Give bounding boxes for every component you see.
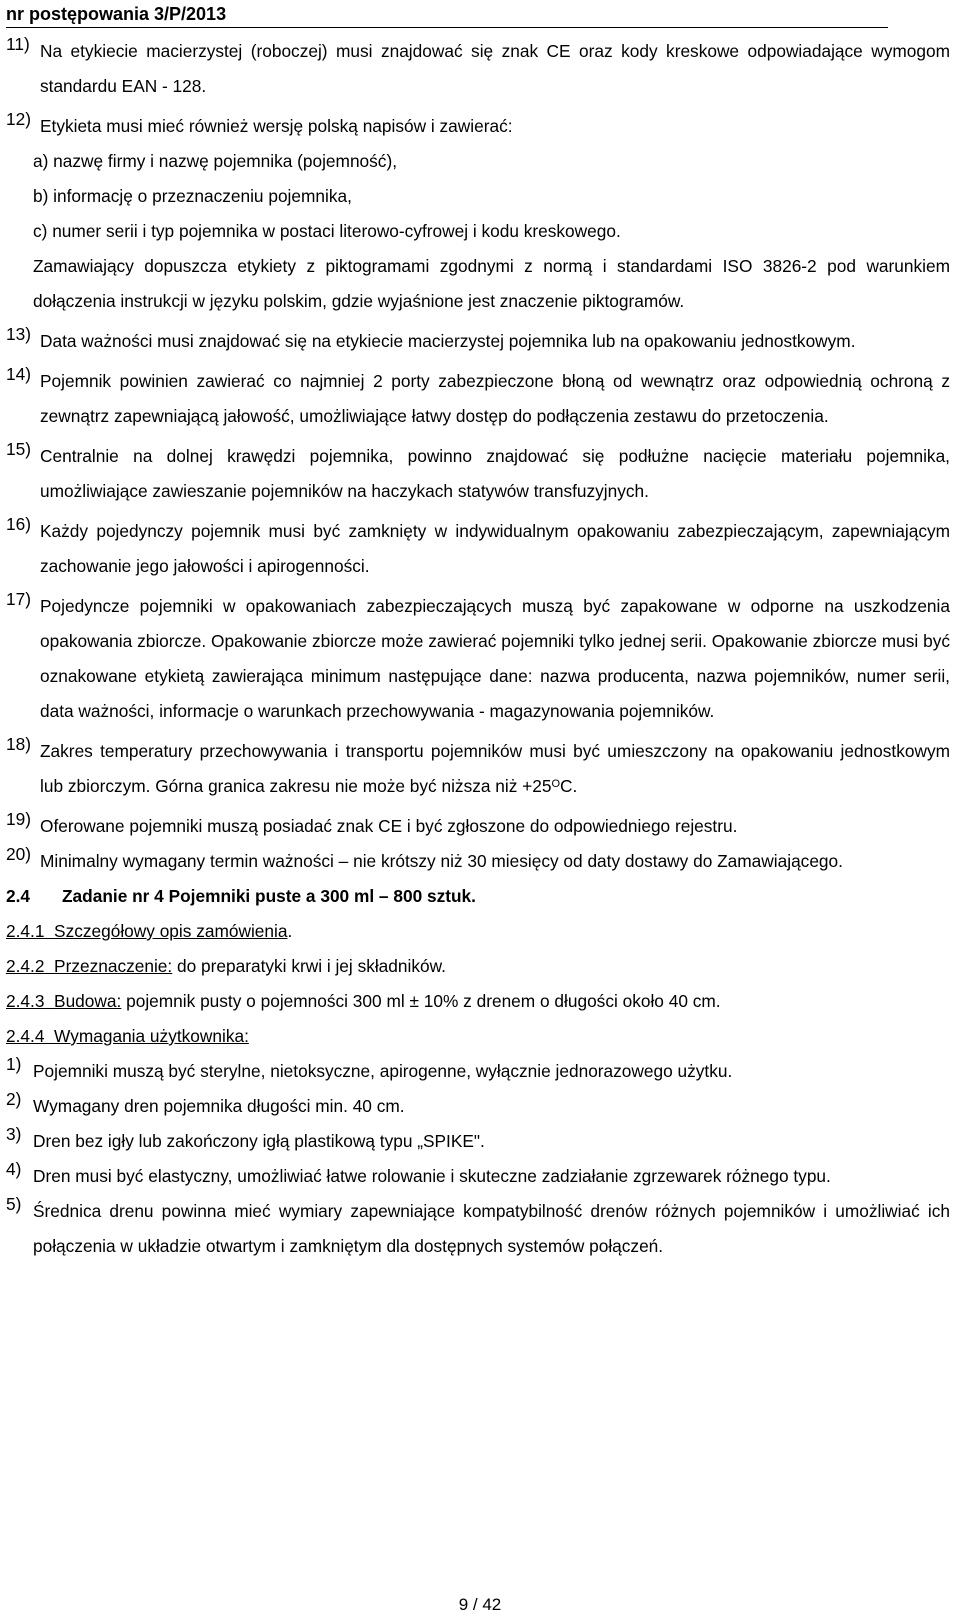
list-item-12 [6,109,950,144]
item-number: 14) [6,364,31,384]
document-body [6,34,950,1264]
requirement-3 [6,1124,950,1159]
section-title: Zadanie nr 4 Pojemniki puste a 300 ml – 800 sztuk. [62,886,476,906]
section-number: 2.4 [6,886,31,906]
item-number: 20) [6,844,31,864]
subsection-label: Budowa: [54,991,122,1011]
subsection-rest: . [287,921,293,941]
item-number: 1) [6,1054,22,1074]
item-number: 16) [6,514,31,534]
item-text: Etykieta musi mieć również wersję polską napisów i zawierać: [40,116,513,136]
item-text: Wymagany dren pojemnika długości min. 40 cm. [33,1096,405,1116]
item-18-unit: C. [560,776,578,796]
subsection-2-4-1 [6,914,950,949]
subsection-label: Szczegółowy opis zamówienia [54,921,288,941]
subsection-number: 2.4.4 [6,1026,45,1046]
subsection-number: 2.4.2 [6,956,45,976]
requirement-2 [6,1089,950,1124]
list-item-13 [6,324,950,359]
item-text: Oferowane pojemniki muszą posiadać znak CE i być zgłoszone do odpowiedniego rejestru. [40,816,738,836]
subsection-2-4-3 [6,984,950,1019]
subsection-2-4-2 [6,949,950,984]
item-text: Centralnie na dolnej krawędzi pojemnika, powinno znajdować się podłużne nacięcie materiału pojemnika, umożliwiające zawieszanie pojemników na haczykach statywów transfuzyjnych. [40,446,950,501]
list-item-15 [6,439,950,509]
item-text: Pojemnik powinien zawierać co najmniej 2 porty zabezpieczone błoną od wewnątrz oraz odpowiednią ochroną z zewnątrz zapewniającą jałowość, umożliwiające łatwy dostęp do podłączenia zestawu do przetoczenia. [40,371,950,426]
subsection-rest: pojemnik pusty o pojemności 300 ml ± 10% z drenem o długości około 40 cm. [121,991,721,1011]
item-text: Pojemniki muszą być sterylne, nietoksyczne, apirogenne, wyłącznie jednorazowego użytku. [33,1061,733,1081]
subsection-number: 2.4.1 [6,921,45,941]
item-text: Dren musi być elastyczny, umożliwiać łatwe rolowanie i skuteczne zadziałanie zgrzewarek różnego typu. [33,1166,831,1186]
item-number: 13) [6,324,31,344]
subsection-label: Wymagania użytkownika: [54,1026,249,1046]
item-number: 15) [6,439,31,459]
item-number: 3) [6,1124,22,1144]
list-item-18 [6,734,950,804]
item-18-text: Zakres temperatury przechowywania i transportu pojemników musi być umieszczony na opakowaniu jednostkowym lub zbiorczym. Górna granica zakresu nie może być niższa niż +25 [40,741,950,796]
item-number: 19) [6,809,31,829]
sub-item-a: a) nazwę firmy i nazwę pojemnika (pojemność), [33,151,398,171]
requirement-1 [6,1054,950,1089]
requirement-5 [6,1194,950,1264]
list-item-16 [6,514,950,584]
item-text: Pojedyncze pojemniki w opakowaniach zabezpieczających muszą być zapakowane w odporne na uszkodzenia opakowania zbiorcze. Opakowanie zbiorcze może zawierać pojemniki tylko jednej serii. Opakowanie zbiorcze musi być oznakowane etykietą zawierająca minimum następujące dane: nazwa producenta, nazwa pojemników, numer serii, data ważności, informacje o warunkach przechowywania - magazynowania pojemników. [40,596,950,721]
list-item-19 [6,809,950,844]
item-number: 17) [6,589,31,609]
subsection-2-4-4 [6,1019,950,1054]
list-item-11 [6,34,950,104]
item-text: Każdy pojedynczy pojemnik musi być zamknięty w indywidualnym opakowaniu zabezpieczającym, zapewniającym zachowanie jego jałowości i apirogenności. [40,521,950,576]
item-number: 12) [6,109,31,129]
list-item-17 [6,589,950,729]
subsection-label: Przeznaczenie: [54,956,173,976]
item-text: Na etykiecie macierzystej (roboczej) musi znajdować się znak CE oraz kody kreskowe odpowiadające wymogom standardu EAN - 128. [40,41,950,96]
list-item-20 [6,844,950,879]
item-number: 5) [6,1194,22,1214]
item-number: 4) [6,1159,22,1179]
item-text [40,734,950,804]
item-text: Data ważności musi znajdować się na etykiecie macierzystej pojemnika lub na opakowaniu jednostkowym. [40,331,856,351]
item-number: 2) [6,1089,22,1109]
item-number: 18) [6,734,31,754]
section-heading [6,879,950,914]
item-number: 11) [6,34,30,54]
item-text: Minimalny wymagany termin ważności – nie krótszy niż 30 miesięcy od daty dostawy do Zamawiającego. [40,851,843,871]
pictogram-note [6,249,950,319]
requirement-4 [6,1159,950,1194]
page-number: 9 / 42 [458,1595,502,1614]
item-text: Średnica drenu powinna mieć wymiary zapewniające kompatybilność drenów różnych pojemników i umożliwiać ich połączenia w układzie otwartym i zamkniętym dla dostępnych systemów połączeń. [33,1201,950,1256]
degree-sign: O [551,778,561,790]
subsection-number: 2.4.3 [6,991,45,1011]
sub-item-c: c) numer serii i typ pojemnika w postaci literowo-cyfrowej i kodu kreskowego. [33,221,621,241]
document-header: nr postępowania 3/P/2013 [6,3,888,28]
item-text: Dren bez igły lub zakończony igłą plastikową typu „SPIKE". [33,1131,485,1151]
list-item-14 [6,364,950,434]
sub-item-b: b) informację o przeznaczeniu pojemnika, [33,186,352,206]
subsection-rest: do preparatyki krwi i jej składników. [172,956,446,976]
note-text: Zamawiający dopuszcza etykiety z piktogramami zgodnymi z normą i standardami ISO 3826-2 pod warunkiem dołączenia instrukcji w języku polskim, gdzie wyjaśnione jest znaczenie piktogramów. [33,256,950,311]
